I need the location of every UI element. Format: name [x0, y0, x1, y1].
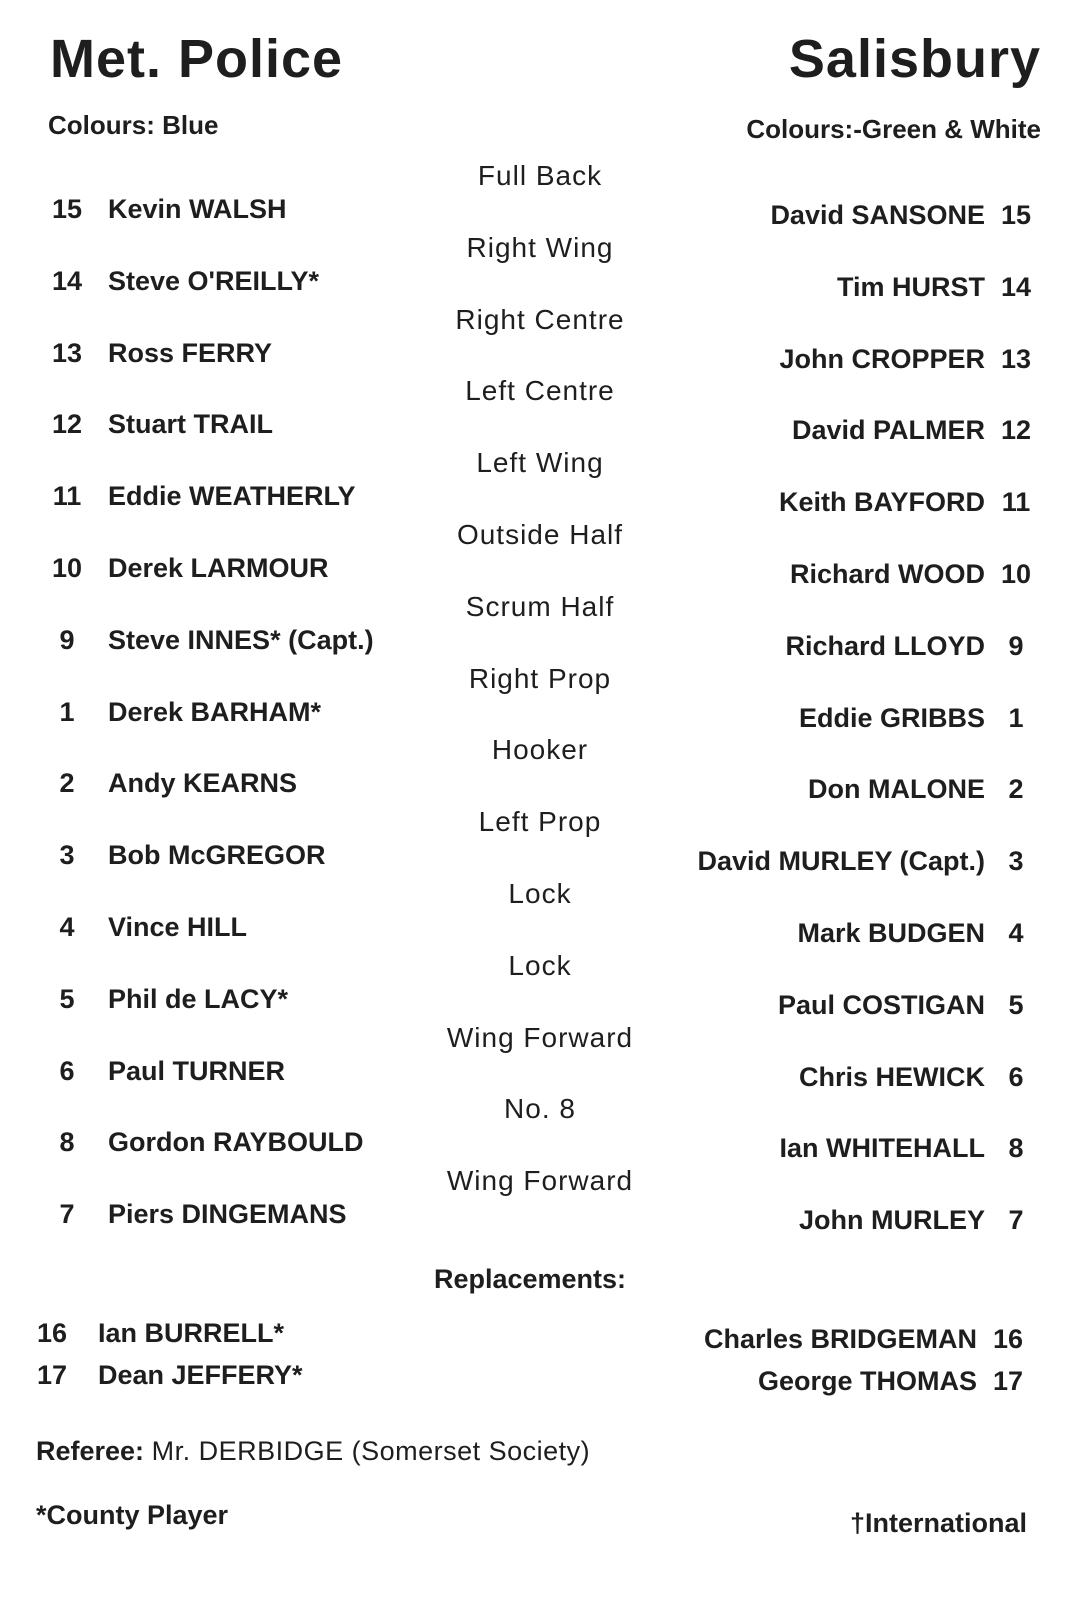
away-player-row	[587, 270, 1047, 304]
position-label: Scrum Half	[465, 590, 615, 622]
away-replacement-row	[704, 1322, 1039, 1356]
referee-name: Mr. DERBIDGE (Somerset Society)	[151, 1436, 591, 1466]
away-player-number: 7	[1008, 1205, 1024, 1236]
home-replacement-name: Ian BURRELL*	[98, 1318, 285, 1348]
home-player-number: 13	[51, 337, 83, 368]
away-player-name: Eddie GRIBBS	[798, 702, 985, 733]
position-label: Lock	[508, 949, 572, 981]
away-player-number: 11	[1001, 487, 1031, 518]
position-label: Wing Forward	[446, 1165, 634, 1197]
home-player-name: Kevin WALSH	[108, 194, 287, 224]
home-replacement-number: 16	[36, 1318, 68, 1348]
county-player-footnote: *County Player	[36, 1500, 229, 1530]
home-player-number: 15	[51, 194, 83, 224]
home-player-row	[36, 479, 436, 513]
away-player-number: 15	[1000, 200, 1032, 230]
away-player-name: Richard LLOYD	[785, 630, 985, 661]
home-player-name: Steve INNES* (Capt.)	[108, 624, 374, 655]
home-player-number: 10	[51, 553, 83, 583]
home-player-number: 9	[59, 624, 75, 655]
position-label: Hooker	[491, 734, 589, 766]
home-player-row	[36, 838, 436, 872]
home-replacement-name: Dean JEFFERY*	[98, 1360, 303, 1390]
home-player-number: 11	[52, 481, 82, 512]
away-player-number: 12	[1000, 415, 1032, 446]
away-team-name: Salisbury	[788, 29, 1041, 89]
position-label: Wing Forward	[446, 1021, 634, 1053]
away-player-number: 8	[1008, 1133, 1024, 1164]
away-player-row	[587, 1060, 1047, 1094]
away-colours: Colours:-Green & White	[746, 114, 1041, 144]
home-player-name: Eddie WEATHERLY	[108, 481, 356, 512]
home-player-name: Derek BARHAM*	[108, 696, 322, 727]
away-player-name: Don MALONE	[808, 774, 985, 805]
away-replacement-number: 16	[992, 1324, 1024, 1354]
home-player-row	[36, 695, 436, 729]
home-player-row	[36, 1197, 436, 1231]
position-label: Outside Half	[456, 519, 624, 550]
international-footnote: †International	[849, 1508, 1027, 1538]
position-label: Lock	[508, 878, 572, 909]
away-replacement-name: George THOMAS	[757, 1366, 977, 1396]
home-player-name: Gordon RAYBOULD	[108, 1127, 364, 1158]
away-player-name: John MURLEY	[799, 1205, 985, 1236]
position-label: Full Back	[477, 160, 603, 191]
home-player-row	[36, 766, 436, 800]
away-player-row	[587, 629, 1047, 663]
home-player-name: Bob McGREGOR	[108, 840, 326, 871]
position-label: No. 8	[504, 1093, 576, 1125]
home-player-row	[36, 982, 436, 1016]
away-player-name: David PALMER	[791, 415, 985, 446]
away-player-name: Paul COSTIGAN	[777, 989, 985, 1020]
position-label: Left Prop	[478, 806, 602, 838]
away-player-number: 14	[1000, 271, 1032, 302]
home-player-row	[36, 192, 436, 226]
home-player-name: Paul TURNER	[108, 1055, 286, 1086]
home-player-number: 7	[59, 1199, 75, 1230]
away-player-row	[587, 485, 1047, 519]
home-player-name: Vince HILL	[108, 912, 248, 942]
home-player-name: Steve O'REILLY*	[108, 265, 320, 296]
away-player-row	[587, 988, 1047, 1022]
away-player-row	[587, 772, 1047, 806]
away-player-number: 3	[1008, 846, 1024, 877]
position-label: Right Wing	[466, 231, 614, 263]
away-player-name: Richard WOOD	[789, 559, 985, 589]
away-player-name: David MURLEY (Capt.)	[697, 846, 985, 877]
home-player-row	[36, 407, 436, 441]
away-player-number: 9	[1008, 630, 1024, 661]
away-player-name: Mark BUDGEN	[797, 918, 985, 948]
home-player-row	[36, 336, 436, 370]
home-team-name: Met. Police	[50, 29, 344, 89]
referee-label: Referee:	[36, 1436, 145, 1466]
home-player-name: Derek LARMOUR	[108, 553, 329, 583]
referee-line	[36, 1436, 590, 1467]
away-player-number: 6	[1008, 1061, 1024, 1092]
away-player-row	[587, 198, 1047, 232]
home-player-row	[36, 910, 436, 944]
away-player-row	[587, 844, 1047, 878]
away-player-number: 4	[1008, 918, 1024, 948]
home-player-number: 4	[59, 912, 75, 942]
home-player-number: 2	[59, 768, 75, 799]
home-player-number: 1	[59, 696, 75, 727]
home-player-name: Phil de LACY*	[108, 983, 289, 1014]
away-player-row	[587, 916, 1047, 950]
away-player-number: 5	[1008, 989, 1024, 1020]
away-player-name: John CROPPER	[779, 343, 985, 374]
away-player-row	[587, 1203, 1047, 1237]
position-label: Left Wing	[476, 447, 604, 479]
away-player-name: David SANSONE	[770, 200, 985, 230]
away-replacement-number: 17	[992, 1366, 1024, 1396]
away-player-number: 2	[1008, 774, 1024, 805]
away-player-row	[587, 557, 1047, 591]
home-player-number: 14	[51, 265, 83, 296]
home-player-number: 5	[59, 983, 75, 1014]
away-player-row	[587, 342, 1047, 376]
home-player-row	[36, 551, 436, 585]
home-player-name: Stuart TRAIL	[108, 409, 273, 440]
home-replacement-number: 17	[36, 1360, 68, 1390]
away-player-name: Chris HEWICK	[798, 1061, 985, 1092]
away-player-name: Tim HURST	[836, 271, 985, 302]
home-colours: Colours: Blue	[48, 110, 219, 140]
away-player-number: 10	[1000, 559, 1032, 589]
home-player-row	[36, 264, 436, 298]
home-player-row	[36, 623, 436, 657]
position-label: Right Prop	[468, 662, 612, 694]
away-player-row	[587, 1131, 1047, 1165]
away-player-name: Keith BAYFORD	[778, 487, 985, 518]
home-player-number: 6	[59, 1055, 75, 1086]
home-player-number: 12	[51, 409, 83, 440]
home-player-row	[36, 1054, 436, 1088]
home-player-name: Ross FERRY	[108, 337, 273, 368]
home-player-number: 8	[59, 1127, 75, 1158]
home-player-name: Piers DINGEMANS	[108, 1199, 347, 1230]
replacements-heading: Replacements:	[433, 1264, 627, 1294]
away-player-row	[587, 701, 1047, 735]
home-replacement-row	[28, 1358, 303, 1392]
away-replacement-name: Charles BRIDGEMAN	[703, 1324, 977, 1354]
position-label: Left Centre	[465, 375, 615, 407]
away-player-name: Ian WHITEHALL	[779, 1133, 985, 1164]
home-player-row	[36, 1125, 436, 1159]
home-player-number: 3	[59, 840, 75, 871]
away-replacement-row	[758, 1364, 1039, 1398]
home-replacement-row	[28, 1316, 284, 1350]
away-player-number: 1	[1008, 702, 1024, 733]
away-player-number: 13	[1000, 343, 1032, 374]
home-player-name: Andy KEARNS	[108, 768, 298, 799]
away-player-row	[587, 413, 1047, 447]
position-label: Right Centre	[455, 303, 625, 335]
